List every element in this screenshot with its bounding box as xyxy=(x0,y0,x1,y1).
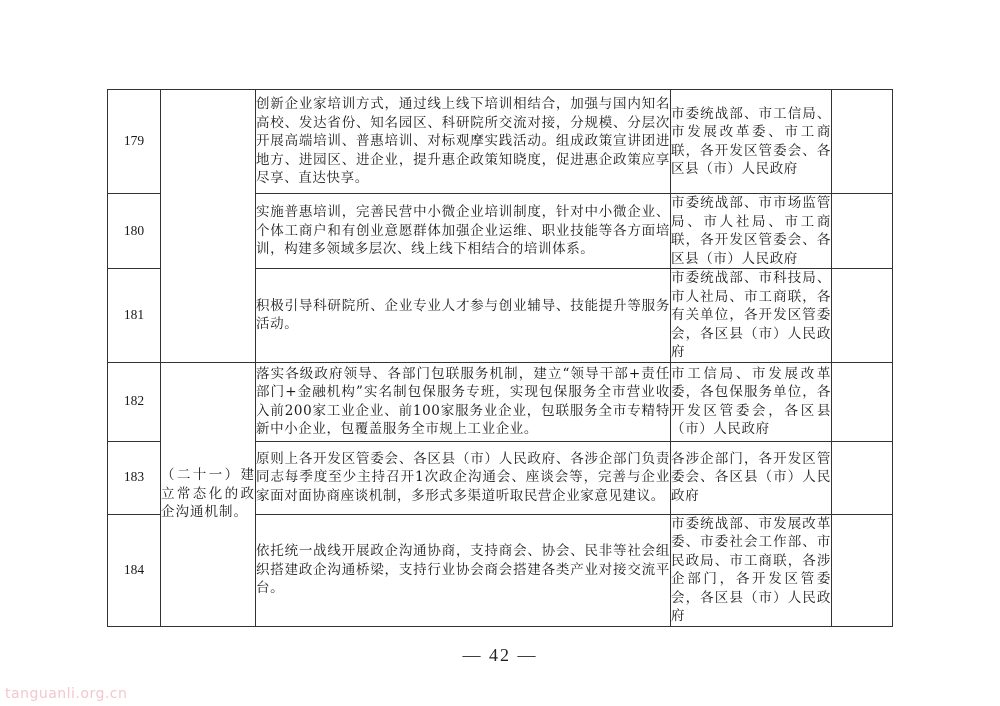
row-number: 179 xyxy=(108,90,161,194)
note-cell xyxy=(832,514,893,626)
page-number: — 42 — xyxy=(462,645,538,665)
measure-content: 积极引导科研院所、企业专业人才参与创业辅导、技能提升等服务活动。 xyxy=(256,269,671,363)
measure-content: 创新企业家培训方式，通过线上线下培训相结合，加强与国内知名高校、发达省份、知名园区、科研院所交流对接，分规模、分层次开展高端培训、普惠培训、对标观摩实践活动。组成政策宣讲团进地方、进园区、进企业，提升惠企政策知晓度，促进惠企政策应享尽享、直达快享。 xyxy=(256,90,671,194)
measure-content: 依托统一战线开展政企沟通协商，支持商会、协会、民非等社会组织搭建政企沟通桥梁，支持行业协会商会搭建各类产业对接交流平台。 xyxy=(256,514,671,626)
note-cell xyxy=(832,90,893,194)
responsible-units: 市工信局、市发展改革委，各包保服务单位，各开发区管委会，各区县（市）人民政府 xyxy=(671,362,832,441)
row-number: 182 xyxy=(108,362,161,441)
row-number: 183 xyxy=(108,441,161,514)
responsible-units: 市委统战部、市市场监管局、市人社局、市工商联，各开发区管委会、各区县（市）人民政府 xyxy=(671,195,831,267)
note-cell xyxy=(832,269,893,363)
responsible-units: 市委统战部、市工信局、市发展改革委、市工商联，各开发区管委会、各区县（市）人民政府 xyxy=(671,90,832,194)
note-cell xyxy=(832,194,893,269)
row-number: 180 xyxy=(108,194,161,269)
note-cell xyxy=(832,441,893,514)
responsible-units: 市委统战部、市科技局、市人社局、市工商联，各有关单位，各开发区管委会，各区县（市）人民政府 xyxy=(671,270,831,360)
row-number: 184 xyxy=(108,514,161,626)
category-cell: （二十一）建立常态化的政企沟通机制。 xyxy=(161,362,256,626)
category-cell xyxy=(161,90,256,363)
policy-table xyxy=(107,89,893,627)
measure-content: 落实各级政府领导、各部门包联服务机制，建立“领导干部+责任部门+金融机构”实名制包保服务专班，实现包保服务全市营业收入前200家工业企业、前100家服务业企业，包联服务全市专精特新中小企业，包覆盖服务全市规上工业企业。 xyxy=(256,362,671,441)
row-number: 181 xyxy=(108,269,161,363)
table-row xyxy=(108,90,893,194)
table-row xyxy=(108,362,893,441)
measure-content: 原则上各开发区管委会、各区县（市）人民政府、各涉企部门负责同志每季度至少主持召开1次政企沟通会、座谈会等，完善与企业家面对面协商座谈机制，多形式多渠道听取民营企业家意见建议。 xyxy=(256,441,671,514)
responsible-units: 市委统战部、市发展改革委、市委社会工作部、市民政局、市工商联，各涉企部门，各开发区管委会，各区县（市）人民政府 xyxy=(671,515,831,624)
watermark-text: tanguanli.org.cn xyxy=(5,686,128,702)
responsible-units: 各涉企部门，各开发区管委会、各区县（市）人民政府 xyxy=(671,441,832,514)
note-cell xyxy=(832,362,893,441)
measure-content: 实施普惠培训，完善民营中小微企业培训制度，针对中小微企业、个体工商户和有创业意愿群体加强企业运维、职业技能等各方面培训，构建多领域多层次、线上线下相结合的培训体系。 xyxy=(256,194,671,269)
